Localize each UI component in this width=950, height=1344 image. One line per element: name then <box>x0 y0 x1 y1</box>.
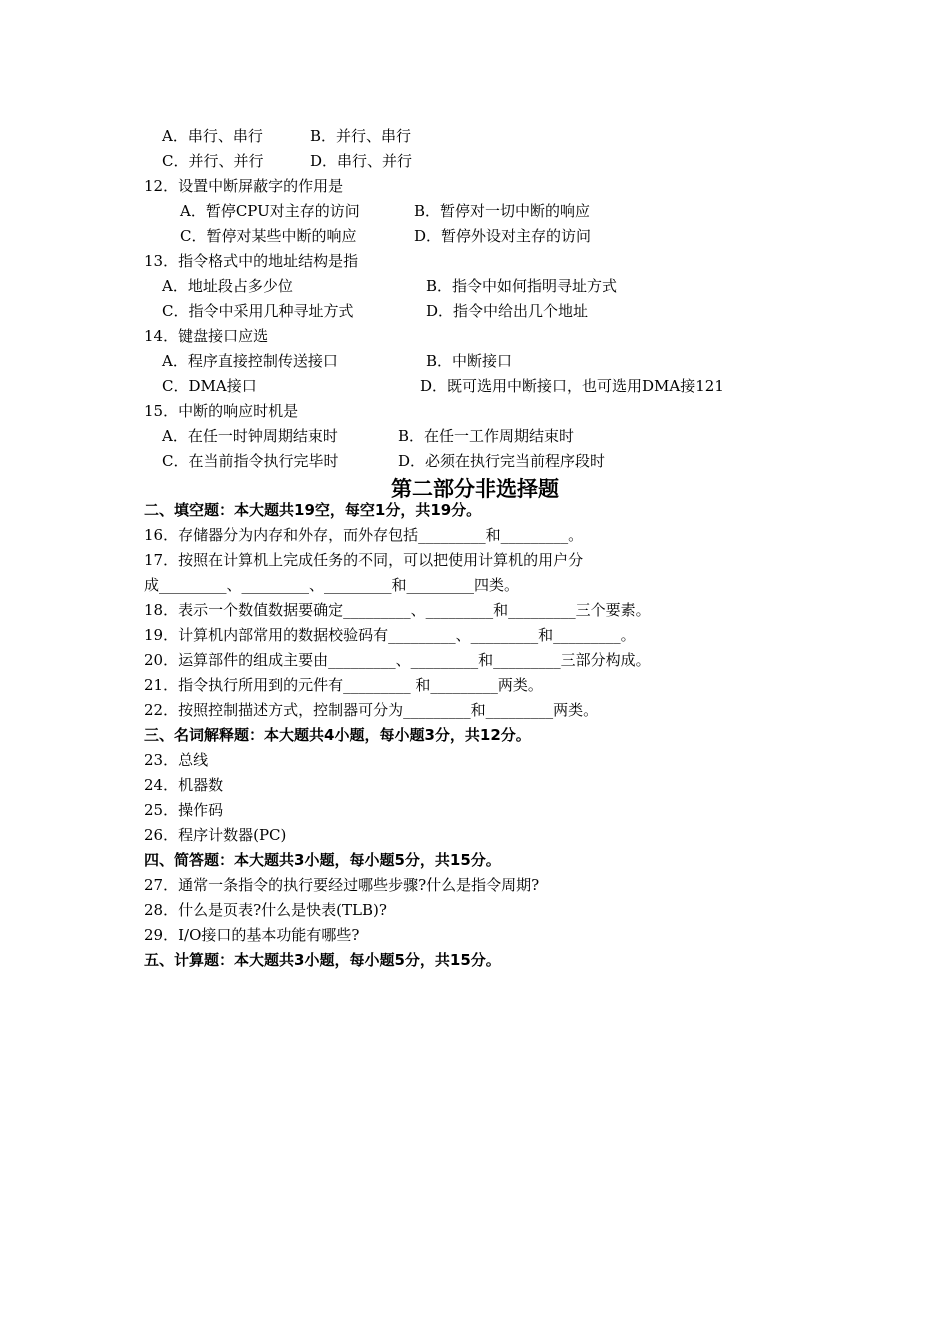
q14-option-a: A．程序直接控制传送接口 <box>162 352 338 370</box>
q26: 26．程序计数器(PC) <box>144 826 287 844</box>
q11-option-a: A．串行、串行 <box>162 127 263 145</box>
q11-option-c: C．并行、并行 <box>162 152 264 170</box>
q13-option-c: C．指令中采用几种寻址方式 <box>162 302 354 320</box>
q21: 21．指令执行所用到的元件有_________ 和_________两类。 <box>144 676 543 694</box>
q12-option-b: B．暂停对一切中断的响应 <box>414 202 591 220</box>
q13-option-a: A．地址段占多少位 <box>162 277 293 295</box>
q27: 27．通常一条指令的执行要经过哪些步骤?什么是指令周期? <box>144 876 540 894</box>
q25: 25．操作码 <box>144 801 224 819</box>
q24: 24．机器数 <box>144 776 224 794</box>
q15-option-c: C．在当前指令执行完毕时 <box>162 452 339 470</box>
terms-section-heading: 三、名词解释题：本大题共4小题，每小题3分，共12分。 <box>144 726 531 744</box>
q13-option-d: D．指令中给出几个地址 <box>426 302 589 320</box>
q12-option-a: A．暂停CPU对主存的访问 <box>180 202 360 220</box>
q14-option-c: C．DMA接口 <box>162 377 257 395</box>
q13-option-b: B．指令中如何指明寻址方式 <box>426 277 618 295</box>
q14-option-b: B．中断接口 <box>426 352 513 370</box>
q15-option-b: B．在任一工作周期结束时 <box>398 427 575 445</box>
q14-option-d: D．既可选用中断接口，也可选用DMA接121 <box>420 377 724 395</box>
q20: 20．运算部件的组成主要由_________、_________和_________三部分构成。 <box>144 651 651 669</box>
q15-option-d: D．必须在执行完当前程序段时 <box>398 452 606 470</box>
q14-stem: 14．键盘接口应选 <box>144 327 269 345</box>
q15-stem: 15．中断的响应时机是 <box>144 402 299 420</box>
q13-stem: 13．指令格式中的地址结构是指 <box>144 252 359 270</box>
q12-option-d: D．暂停外设对主存的访问 <box>414 227 592 245</box>
q17-line1: 17．按照在计算机上完成任务的不同，可以把使用计算机的用户分 <box>144 551 584 569</box>
part2-title: 第二部分非选择题 <box>391 477 559 501</box>
q23: 23．总线 <box>144 751 209 769</box>
q11-option-b: B．并行、串行 <box>310 127 412 145</box>
q16: 16．存储器分为内存和外存，而外存包括_________和_________。 <box>144 526 584 544</box>
q28: 28．什么是页表?什么是快表(TLB)? <box>144 901 387 919</box>
q15-option-a: A．在任一时钟周期结束时 <box>162 427 338 445</box>
calc-section-heading: 五、计算题：本大题共3小题，每小题5分，共15分。 <box>144 951 501 969</box>
q18: 18．表示一个数值数据要确定_________、_________和_________三个要素。 <box>144 601 651 619</box>
q17-line2: 成_________、_________、_________和_________四类。 <box>144 576 520 594</box>
q22: 22．按照控制描述方式，控制器可分为_________和_________两类。 <box>144 701 599 719</box>
q12-stem: 12．设置中断屏蔽字的作用是 <box>144 177 344 195</box>
q12-option-c: C．暂停对某些中断的响应 <box>180 227 357 245</box>
fill-section-heading: 二、填空题：本大题共19空，每空1分，共19分。 <box>144 501 482 519</box>
q19: 19．计算机内部常用的数据校验码有_________、_________和_________。 <box>144 626 636 644</box>
q11-option-d: D．串行、并行 <box>310 152 413 170</box>
short-answer-section-heading: 四、简答题：本大题共3小题，每小题5分，共15分。 <box>144 851 501 869</box>
q29: 29．I/O接口的基本功能有哪些? <box>144 926 360 944</box>
